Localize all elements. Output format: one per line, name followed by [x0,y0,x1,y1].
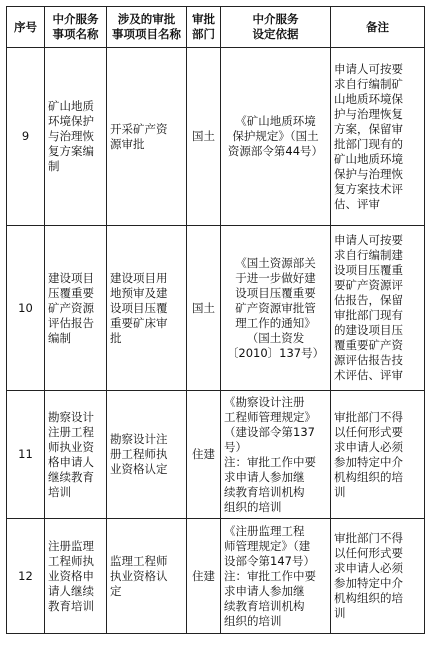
row-department: 国土 [187,226,221,391]
row-remark: 申请人可按要 求自行编制矿 山地质环境保 护与治理恢复 方案，保留审 批部门现有的 矿山地质环境 保护与治理恢 复方案技术评 估、评审 [331,48,425,226]
row-basis: 《国土资源部关 于进一步做好建 设项目压覆重要 矿产资源审批管 理工作的通知》 （国土资发 〔2010〕137号） [221,226,331,391]
row-department: 住建 [187,519,221,634]
row-remark: 审批部门不得 以任何形式要 求申请人必须 参加特定中介 机构组织的培 训 [331,519,425,634]
row-service-name: 勘察设计 注册工程 师执业资 格申请人 继续教育 培训 [45,391,107,519]
row-basis: 《注册监理工程 师管理规定》（建 设部令第147号） 注：审批工作中要 求申请人参加继 续教育培训机构 组织的培训 [221,519,331,634]
header-remark: 备注 [331,7,425,48]
row-service-name: 注册监理 工程师执 业资格申 请人继续 教育培训 [45,519,107,634]
header-row [7,7,425,48]
row-basis: 《勘察设计注册 工程师管理规定》 （建设部令第137 号） 注：审批工作中要 求申请人参加继 续教育培训机构 组织的培训 [221,391,331,519]
header-basis: 中介服务 设定依据 [221,7,331,48]
row-approval-item: 开采矿产资 源审批 [107,48,187,226]
row-remark: 审批部门不得 以任何形式要 求申请人必须 参加特定中介 机构组织的培 训 [331,391,425,519]
header-approval-item: 涉及的审批 事项项目名称 [107,7,187,48]
row-service-name: 矿山地质 环境保护 与治理恢 复方案编 制 [45,48,107,226]
table-row [7,48,425,226]
header-department: 审批 部门 [187,7,221,48]
row-approval-item: 建设项目用 地预审及建 设项目压覆 重要矿床审 批 [107,226,187,391]
table-row [7,391,425,519]
row-approval-item: 监理工程师 执业资格认 定 [107,519,187,634]
row-no: 12 [7,519,45,634]
table-row [7,519,425,634]
table-row [7,226,425,391]
row-no: 10 [7,226,45,391]
header-service-name: 中介服务 事项名称 [45,7,107,48]
row-no: 9 [7,48,45,226]
row-no: 11 [7,391,45,519]
row-department: 国土 [187,48,221,226]
row-approval-item: 勘察设计注 册工程师执 业资格认定 [107,391,187,519]
header-no: 序号 [7,7,45,48]
intermediary-services-table [6,6,425,634]
row-remark: 申请人可按要 求自行编制建 设项目压覆重 要矿产资源评 估报告，保留 审批部门现有 的建设项目压 覆重要矿产资 源评估报告技 术评估、评审 [331,226,425,391]
row-basis: 《矿山地质环境 保护规定》（国土 资源部令第44号） [221,48,331,226]
row-department: 住建 [187,391,221,519]
row-service-name: 建设项目 压覆重要 矿产资源 评估报告 编制 [45,226,107,391]
